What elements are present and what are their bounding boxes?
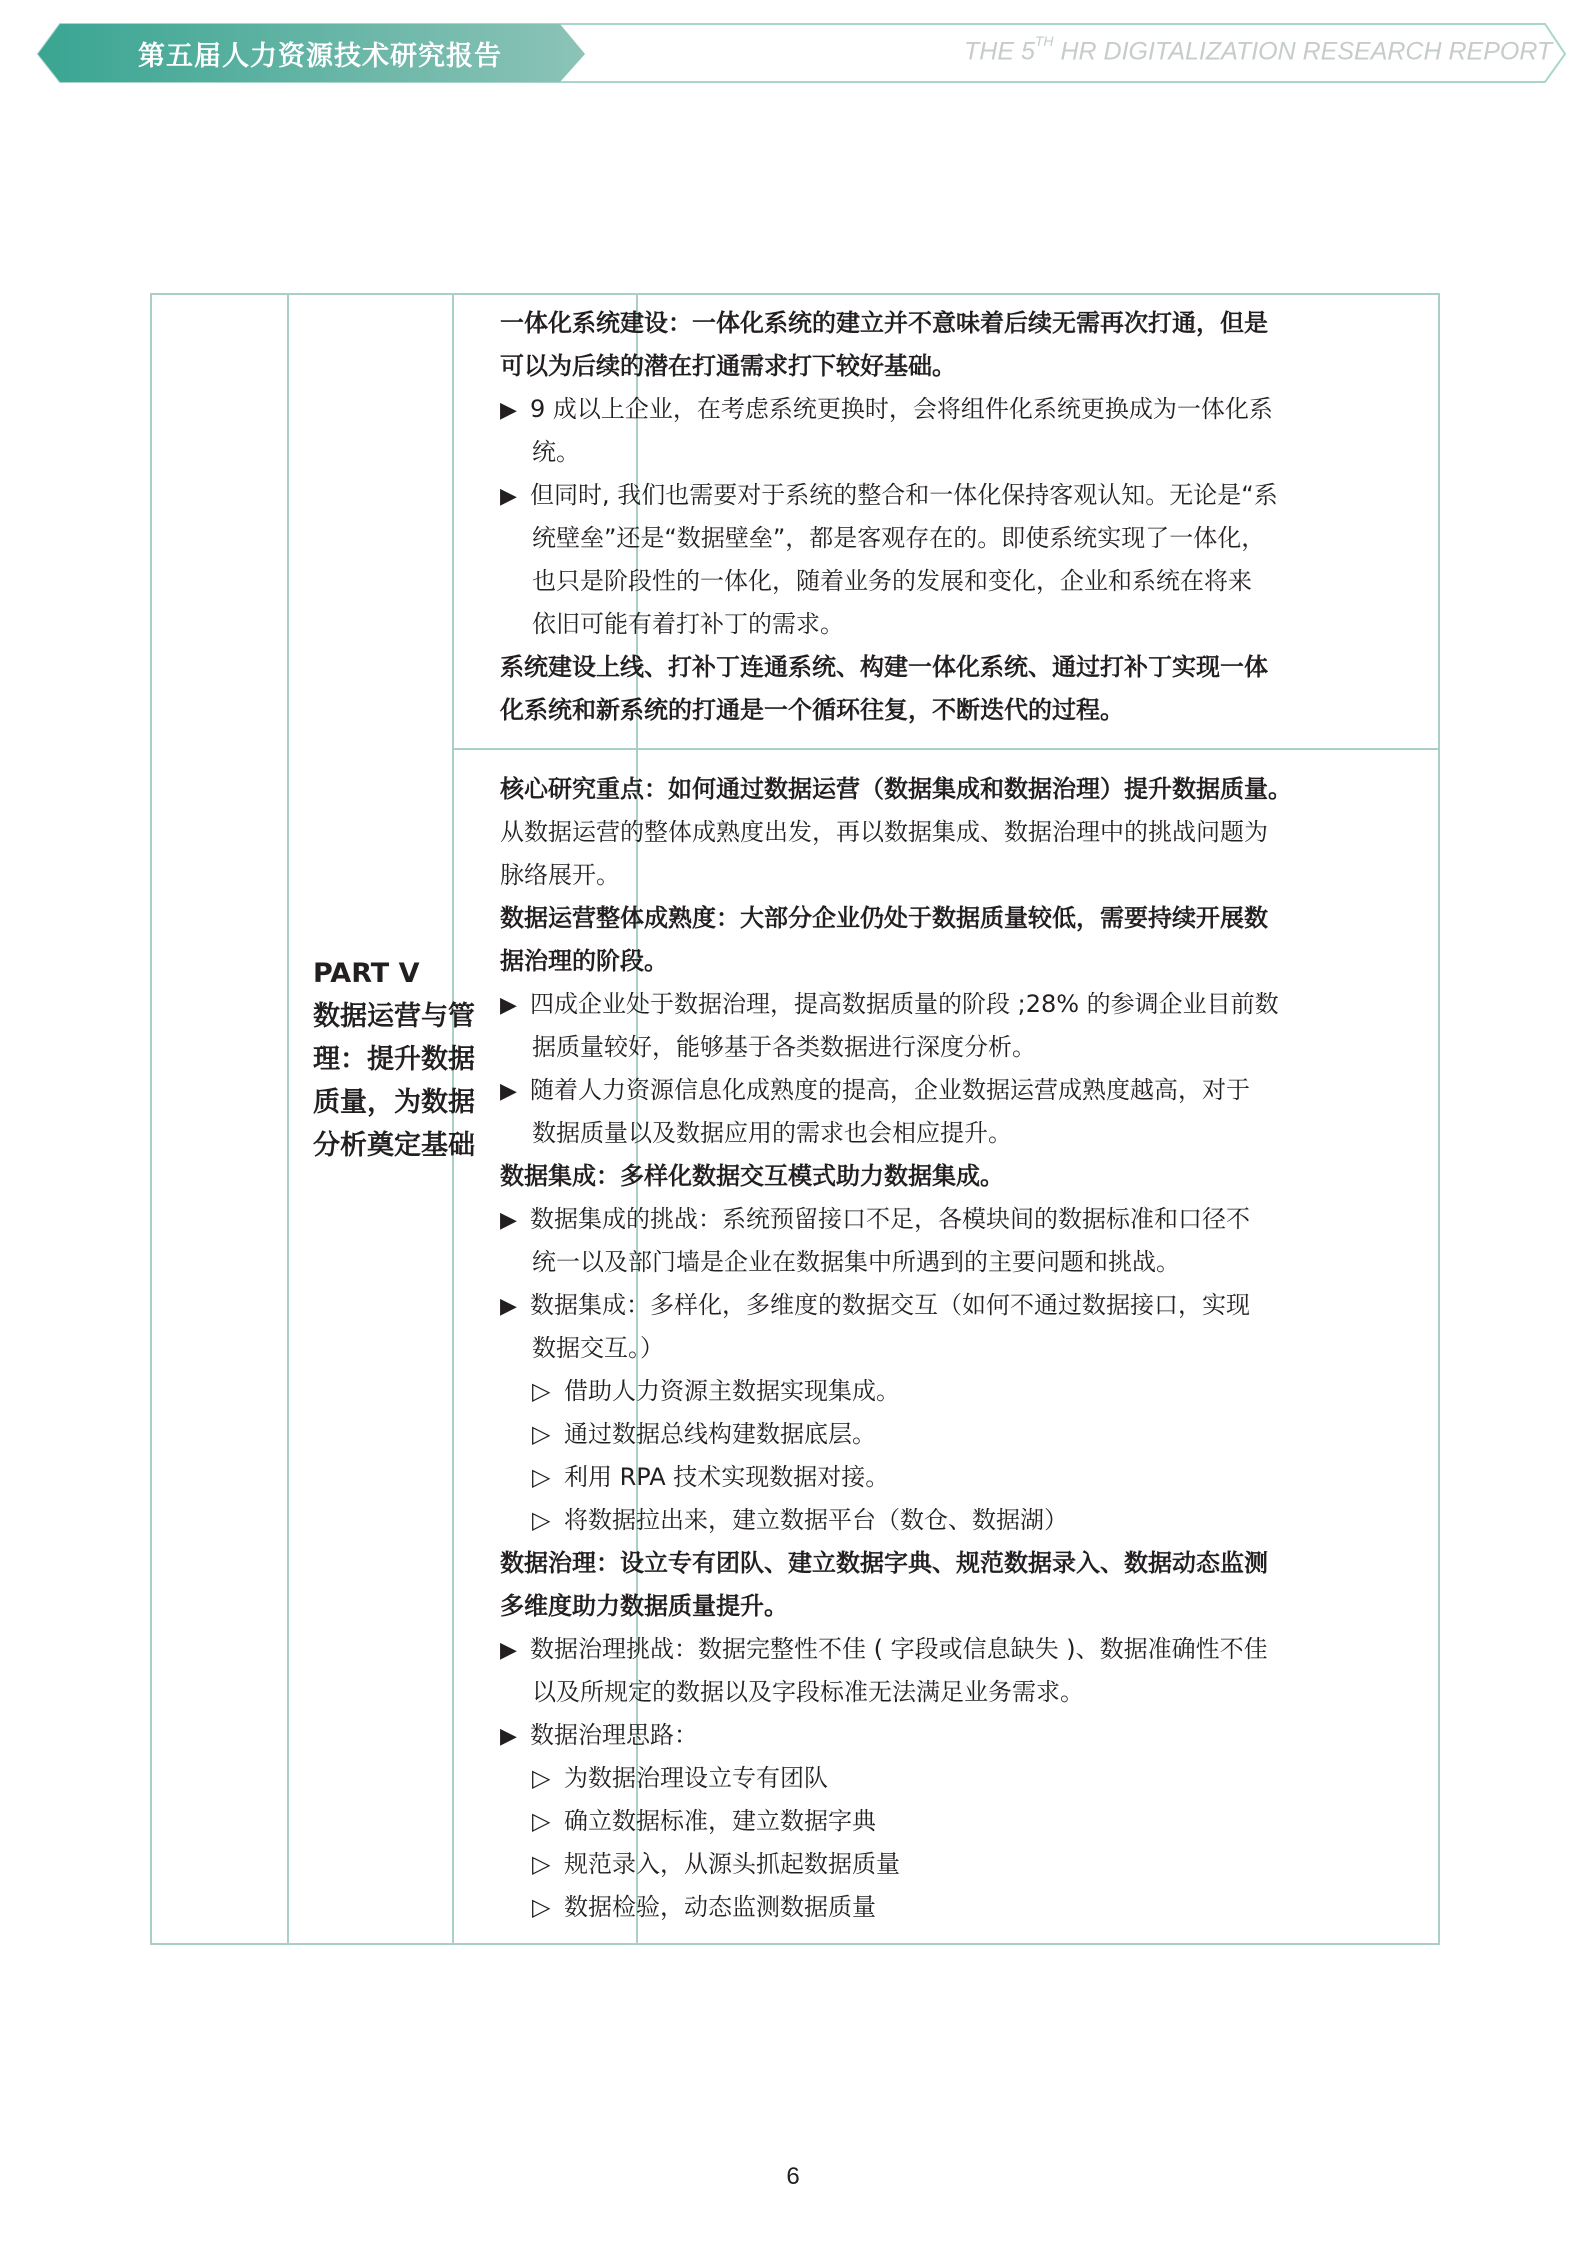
page-number: 6	[786, 2163, 800, 2190]
report-title-en: THE 5TH HR DIGITALIZATION RESEARCH REPORT	[964, 33, 1553, 66]
filled-triangle-bullet-icon: ▶	[500, 398, 517, 423]
line-text: 但同时, 我们也需要对于系统的整合和一体化保持客观认知。无论是“系	[530, 481, 1278, 509]
bold-heading-line	[500, 768, 1292, 811]
line-text: 一体化系统建设：一体化系统的建立并不意味着后续无需再次打通，但是	[500, 309, 1268, 337]
hollow-triangle-bullet-icon: ▷	[532, 1506, 551, 1534]
hollow-triangle-bullet-icon: ▷	[532, 1420, 551, 1448]
line-text: 数据检验，动态监测数据质量	[564, 1893, 876, 1921]
line-text: 也只是阶段性的一体化，随着业务的发展和变化，企业和系统在将来	[532, 567, 1252, 595]
line-text: 据治理的阶段。	[500, 947, 668, 975]
bullet-continuation-line	[500, 1026, 1280, 1069]
line-text: 借助人力资源主数据实现集成。	[564, 1377, 900, 1405]
line-text: 统。	[532, 438, 580, 466]
line-text: 为数据治理设立专有团队	[564, 1764, 828, 1792]
filled-triangle-bullet-icon: ▶	[500, 1208, 517, 1233]
line-text: 核心研究重点：如何通过数据运营（数据集成和数据治理）提升数据质量。	[500, 775, 1292, 803]
line-text: 可以为后续的潜在打通需求打下较好基础。	[500, 352, 956, 380]
line-text: 数据集成：多样化，多维度的数据交互（如何不通过数据接口，实现	[530, 1291, 1250, 1319]
line-text: 数据交互。）	[532, 1334, 664, 1362]
part-title-line: 理：提升数据	[313, 1044, 475, 1075]
body-text-line	[500, 854, 1280, 897]
line-text: 将数据拉出来，建立数据平台（数仓、数据湖）	[564, 1506, 1068, 1534]
bold-heading-line	[500, 1542, 1280, 1585]
line-text: 依旧可能有着打补丁的需求。	[532, 610, 844, 638]
part-number: PART V	[313, 958, 420, 989]
bold-heading-line	[500, 1155, 1280, 1198]
bullet-item	[500, 1714, 1280, 1757]
bold-heading-line	[500, 940, 1280, 983]
sub-bullet-item	[500, 1843, 1280, 1886]
filled-triangle-bullet-icon: ▶	[500, 484, 517, 509]
table-row-divider	[453, 748, 1438, 750]
sub-bullet-item	[500, 1370, 1280, 1413]
hollow-triangle-bullet-icon: ▷	[532, 1377, 551, 1405]
data-operations-cell	[500, 768, 1292, 1929]
sub-bullet-item	[500, 1886, 1280, 1929]
bullet-continuation-line	[500, 1327, 1280, 1370]
bullet-item	[500, 1284, 1280, 1327]
line-text: 统壁垒”还是“数据壁垒”，都是客观存在的。即使系统实现了一体化，	[532, 524, 1266, 552]
line-text: 数据治理：设立专有团队、建立数据字典、规范数据录入、数据动态监测	[500, 1549, 1268, 1577]
part-v-label	[313, 952, 488, 1167]
bullet-continuation-line	[500, 560, 1280, 603]
line-text: 数据治理挑战：数据完整性不佳 ( 字段或信息缺失 )、数据准确性不佳	[530, 1635, 1268, 1663]
bold-heading-line	[500, 689, 1280, 732]
sub-bullet-item	[500, 1456, 1280, 1499]
line-text: 数据质量以及数据应用的需求也会相应提升。	[532, 1119, 1012, 1147]
filled-triangle-bullet-icon: ▶	[500, 1294, 517, 1319]
line-text: 数据运营整体成熟度：大部分企业仍处于数据质量较低，需要持续开展数	[500, 904, 1268, 932]
filled-triangle-bullet-icon: ▶	[500, 1638, 517, 1663]
line-text: 从数据运营的整体成熟度出发，再以数据集成、数据治理中的挑战问题为	[500, 818, 1268, 846]
bullet-continuation-line	[500, 1671, 1280, 1714]
sub-bullet-item	[500, 1757, 1280, 1800]
bold-heading-line	[500, 646, 1280, 689]
line-text: 四成企业处于数据治理，提高数据质量的阶段 ;28% 的参调企业目前数	[530, 990, 1279, 1018]
hollow-triangle-bullet-icon: ▷	[532, 1463, 551, 1491]
bold-heading-line	[500, 302, 1280, 345]
line-text: 据质量较好，能够基于各类数据进行深度分析。	[532, 1033, 1036, 1061]
body-text-line	[500, 811, 1280, 854]
bullet-continuation-line	[500, 517, 1280, 560]
part-title-line: 数据运营与管	[313, 1001, 475, 1032]
line-text: 随着人力资源信息化成熟度的提高，企业数据运营成熟度越高，对于	[530, 1076, 1250, 1104]
bullet-item	[500, 1069, 1280, 1112]
sub-bullet-item	[500, 1413, 1280, 1456]
hollow-triangle-bullet-icon: ▷	[532, 1807, 551, 1835]
integrated-system-cell	[500, 302, 1280, 732]
sub-bullet-item	[500, 1499, 1280, 1542]
hollow-triangle-bullet-icon: ▷	[532, 1850, 551, 1878]
line-text: 通过数据总线构建数据底层。	[564, 1420, 876, 1448]
part-title-line: 质量，为数据	[313, 1087, 475, 1118]
part-title-line: 分析奠定基础	[313, 1130, 475, 1161]
report-title-cn: 第五届人力资源技术研究报告	[138, 41, 502, 72]
bold-heading-line	[500, 1585, 1280, 1628]
bullet-item	[500, 1628, 1280, 1671]
sub-bullet-item	[500, 1800, 1280, 1843]
bullet-continuation-line	[500, 1241, 1280, 1284]
line-text: 利用 RPA 技术实现数据对接。	[564, 1463, 890, 1491]
line-text: 以及所规定的数据以及字段标准无法满足业务需求。	[532, 1678, 1084, 1706]
line-text: 数据集成的挑战：系统预留接口不足，各模块间的数据标准和口径不	[530, 1205, 1250, 1233]
bullet-continuation-line	[500, 431, 1280, 474]
bullet-continuation-line	[500, 603, 1280, 646]
bullet-item	[500, 388, 1280, 431]
line-text: 多维度助力数据质量提升。	[500, 1592, 788, 1620]
bold-heading-line	[500, 897, 1280, 940]
hollow-triangle-bullet-icon: ▷	[532, 1764, 551, 1792]
filled-triangle-bullet-icon: ▶	[500, 1079, 517, 1104]
line-text: 系统建设上线、打补丁连通系统、构建一体化系统、通过打补丁实现一体	[500, 653, 1268, 681]
bullet-item	[500, 474, 1280, 517]
bullet-item	[500, 1198, 1280, 1241]
line-text: 数据集成：多样化数据交互模式助力数据集成。	[500, 1162, 1004, 1190]
table-column-divider	[287, 295, 289, 1943]
line-text: 脉络展开。	[500, 861, 620, 889]
line-text: 规范录入，从源头抓起数据质量	[564, 1850, 900, 1878]
line-text: 数据治理思路：	[530, 1721, 698, 1749]
bold-heading-line	[500, 345, 1280, 388]
bullet-continuation-line	[500, 1112, 1280, 1155]
page-header	[0, 0, 1586, 110]
bullet-item	[500, 983, 1280, 1026]
line-text: 确立数据标准，建立数据字典	[564, 1807, 876, 1835]
line-text: 9 成以上企业，在考虑系统更换时，会将组件化系统更换成为一体化系	[530, 395, 1273, 423]
line-text: 统一以及部门墙是企业在数据集中所遇到的主要问题和挑战。	[532, 1248, 1180, 1276]
hollow-triangle-bullet-icon: ▷	[532, 1893, 551, 1921]
line-text: 化系统和新系统的打通是一个循环往复，不断迭代的过程。	[500, 696, 1124, 724]
filled-triangle-bullet-icon: ▶	[500, 1724, 517, 1749]
filled-triangle-bullet-icon: ▶	[500, 993, 517, 1018]
